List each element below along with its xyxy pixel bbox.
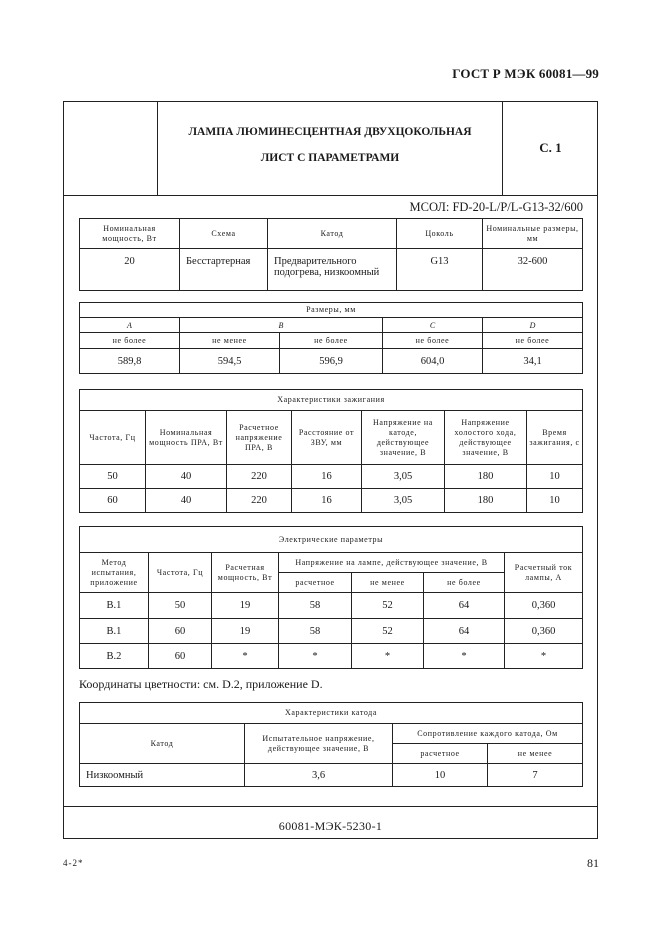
data-cell: 3,05 [362,465,445,489]
data-cell: Бесстартерная [180,249,268,291]
subheader-cell: расчетное [279,573,352,593]
data-cell: Предварительного подогрева, низкоомный [268,249,397,291]
data-cell: 3,6 [245,764,393,787]
electrical-table [79,526,583,669]
subheader-cell: не более [483,333,583,349]
ignition-table [79,389,583,513]
header-cell: Частота, Гц [149,553,212,593]
document-subtitle: ЛИСТ С ПАРАМЕТРАМИ [260,152,400,164]
data-cell: 40 [146,465,227,489]
standard-code: ГОСТ Р МЭК 60081—99 [452,66,599,81]
data-cell: 16 [292,489,362,513]
data-cell: 52 [352,593,424,619]
header-cell: Расчетное напряжение ПРА, В [227,411,292,465]
data-cell: B.2 [80,644,149,669]
data-cell: 34,1 [483,349,583,374]
header-cell: Номинальная мощность ПРА, Вт [146,411,227,465]
column-label: D [483,318,583,333]
data-cell: 64 [424,619,505,644]
header-cell: Напряжение на лампе, действующее значение, В [279,553,505,573]
header-cell: Катод [268,219,397,249]
data-cell: 220 [227,489,292,513]
data-cell: 32-600 [483,249,583,291]
subheader-cell: не более [80,333,180,349]
data-cell: 40 [146,489,227,513]
document-title: ЛАМПА ЛЮМИНЕСЦЕНТНАЯ ДВУХЦОКОЛЬНАЯ [188,126,472,138]
data-cell: 60 [149,644,212,669]
data-cell: 3,05 [362,489,445,513]
dimensions-table [79,302,583,374]
subheader-cell: не менее [488,744,583,764]
data-cell: 60 [149,619,212,644]
general-table [79,218,583,291]
header-cell: Катод [80,724,245,764]
data-cell: B.1 [80,619,149,644]
sheet-number: 60081-МЭК-5230-1 [278,819,383,833]
data-cell: 64 [424,593,505,619]
subheader-cell: не более [280,333,383,349]
data-cell: * [352,644,424,669]
header-cell: Метод испытания, приложение [80,553,149,593]
header-cell: Напряжение холостого хода, действующее значение, В [445,411,527,465]
column-label: A [80,318,180,333]
data-cell: 0,360 [505,593,583,619]
page-number: 81 [587,856,599,870]
title-block [63,101,598,196]
subheader-cell: не менее [180,333,280,349]
header-cell: Расчетная мощность, Вт [212,553,279,593]
data-cell: 596,9 [280,349,383,374]
header-cell: Номинальная мощность, Вт [80,219,180,249]
data-cell: 16 [292,465,362,489]
header-cell: Напряжение на катоде, действующее значение, В [362,411,445,465]
data-cell: 594,5 [180,349,280,374]
data-cell: 50 [80,465,146,489]
data-cell: 589,8 [80,349,180,374]
subheader-cell: не менее [352,573,424,593]
header-cell: Схема [180,219,268,249]
data-cell: 180 [445,465,527,489]
data-cell: 50 [149,593,212,619]
data-cell: 52 [352,619,424,644]
cathode-table [79,702,583,787]
chromaticity-note: Координаты цветности: см. D.2, приложение D. [79,677,323,691]
table-title: Размеры, мм [80,303,583,318]
header-cell: Номинальные размеры, мм [483,219,583,249]
data-cell: 60 [80,489,146,513]
title-block-center [158,101,503,195]
data-cell: * [212,644,279,669]
header-cell: Время зажигания, с [527,411,583,465]
print-mark: 4-2* [63,858,84,868]
header-cell: Цоколь [397,219,483,249]
header-cell: Испытательное напряжение, действующее значение, В [245,724,393,764]
header-cell: Частота, Гц [80,411,146,465]
data-cell: 10 [527,465,583,489]
column-label: B [180,318,383,333]
data-cell: Низкоомный [80,764,245,787]
column-label: C [383,318,483,333]
data-cell: 19 [212,593,279,619]
data-cell: G13 [397,249,483,291]
table-title: Характеристики катода [80,703,583,724]
title-block-left-cell [63,101,158,195]
footer-divider [63,806,598,807]
table-title: Электрические параметры [80,527,583,553]
lamp-designation: МСОЛ: FD-20-L/P/L-G13-32/600 [409,200,583,214]
data-cell: 19 [212,619,279,644]
subheader-cell: не более [424,573,505,593]
header-cell: Расчетный ток лампы, А [505,553,583,593]
data-cell: 0,360 [505,619,583,644]
data-cell: 220 [227,465,292,489]
data-cell: 20 [80,249,180,291]
header-cell: Расстояние от ЗВУ, мм [292,411,362,465]
subheader-cell: не более [383,333,483,349]
data-cell: 180 [445,489,527,513]
header-cell: Сопротивление каждого катода, Ом [393,724,583,744]
data-cell: 10 [393,764,488,787]
data-cell: 7 [488,764,583,787]
data-cell: B.1 [80,593,149,619]
data-cell: * [505,644,583,669]
data-cell: 10 [527,489,583,513]
data-cell: * [424,644,505,669]
subheader-cell: расчетное [393,744,488,764]
data-cell: * [279,644,352,669]
data-cell: 58 [279,593,352,619]
table-title: Характеристики зажигания [80,390,583,411]
data-cell: 604,0 [383,349,483,374]
page-reference: С. 1 [539,140,562,155]
data-cell: 58 [279,619,352,644]
